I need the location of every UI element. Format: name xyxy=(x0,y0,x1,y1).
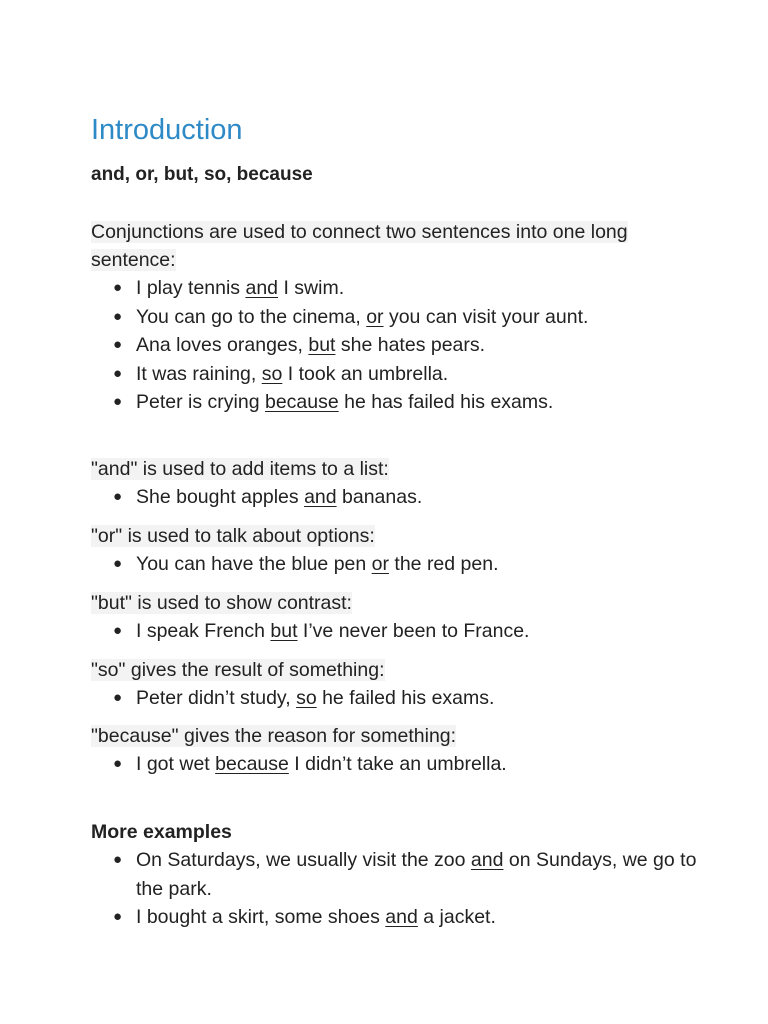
conjunction: or xyxy=(366,305,384,328)
conjunction: and xyxy=(304,486,337,508)
rule-because xyxy=(91,722,711,779)
rule-heading-text: "and" is used to add items to a list: xyxy=(91,458,389,480)
list-item xyxy=(91,846,711,903)
conjunction: and xyxy=(470,849,504,871)
list-item xyxy=(91,331,711,360)
example-pre: I bought a skirt, some shoes xyxy=(136,906,386,928)
list-item xyxy=(91,617,711,646)
example-post: I didn’t take an umbrella. xyxy=(288,753,507,775)
list-item xyxy=(91,550,711,579)
intro-paragraph xyxy=(91,218,711,274)
list-item xyxy=(91,684,711,713)
example-pre: It was raining, xyxy=(136,362,262,385)
example-post: he failed his exams. xyxy=(316,687,495,709)
list-item xyxy=(91,483,711,512)
rule-heading-text: "because" gives the reason for something: xyxy=(91,725,457,747)
rule-examples xyxy=(91,550,711,579)
example-pre: Ana loves oranges, xyxy=(136,334,309,356)
more-examples-section xyxy=(91,818,711,932)
bullet: ● xyxy=(113,555,123,572)
rule-heading-text: "but" is used to show contrast: xyxy=(91,592,352,614)
intro-text: Conjunctions are used to connect two sentences into one long sentence: xyxy=(91,221,628,271)
conjunction: and xyxy=(385,906,418,928)
example-post: I swim. xyxy=(278,277,345,299)
rule-examples xyxy=(91,617,711,646)
conjunction: or xyxy=(371,553,389,575)
example-pre: Peter is crying xyxy=(136,391,265,413)
list-item xyxy=(91,274,711,303)
list-item xyxy=(91,360,711,389)
list-item xyxy=(91,303,711,332)
intro-section xyxy=(91,218,711,417)
example-pre: On Saturdays, we usually visit the zoo xyxy=(136,849,471,871)
example-post: a jacket. xyxy=(417,906,496,928)
example-post: bananas. xyxy=(336,486,423,508)
rule-heading xyxy=(91,455,711,483)
bullet: ● xyxy=(113,488,123,505)
rule-heading xyxy=(91,722,711,750)
bullet: ● xyxy=(113,307,123,325)
rule-and xyxy=(91,455,711,512)
rule-but xyxy=(91,589,711,646)
rule-heading-text: "so" gives the result of something: xyxy=(91,659,385,681)
more-examples-list xyxy=(91,846,711,932)
rule-so xyxy=(91,656,711,713)
list-item xyxy=(91,388,711,417)
example-post: she hates pears. xyxy=(335,334,486,356)
conjunction: because xyxy=(264,391,339,413)
bullet: ● xyxy=(113,393,123,410)
bullet: ● xyxy=(113,279,123,296)
example-post: he has failed his exams. xyxy=(338,391,554,413)
bullet: ● xyxy=(113,689,123,706)
example-post: on Sundays, we go to the park. xyxy=(136,849,697,900)
rule-or xyxy=(91,522,711,579)
bullet: ● xyxy=(113,336,123,353)
rule-heading xyxy=(91,589,711,617)
conjunction: but xyxy=(270,620,298,642)
rule-examples xyxy=(91,750,711,779)
bullet: ● xyxy=(113,851,123,868)
example-post: the red pen. xyxy=(389,553,499,575)
rule-heading-text: "or" is used to talk about options: xyxy=(91,525,375,547)
list-item xyxy=(91,903,711,932)
example-pre: Peter didn’t study, xyxy=(136,687,297,709)
example-pre: I speak French xyxy=(136,620,271,642)
conjunction: so xyxy=(261,362,283,385)
bullet: ● xyxy=(113,364,123,382)
rule-examples xyxy=(91,483,711,512)
more-examples-heading: More examples xyxy=(91,821,232,843)
bullet: ● xyxy=(113,755,123,772)
example-post: I took an umbrella. xyxy=(282,362,449,385)
rule-heading xyxy=(91,522,711,550)
examples-list xyxy=(91,274,711,417)
example-pre: I play tennis xyxy=(136,277,246,299)
conjunction: but xyxy=(308,334,336,356)
conjunction: so xyxy=(296,687,317,709)
example-pre: You can go to the cinema, xyxy=(136,305,367,328)
page-title: Introduction xyxy=(91,114,243,146)
example-pre: You can have the blue pen xyxy=(136,553,372,575)
example-post: you can visit your aunt. xyxy=(383,305,589,328)
conjunction: and xyxy=(245,277,279,299)
example-pre: She bought apples xyxy=(136,486,305,508)
example-post: I’ve never been to France. xyxy=(297,620,530,642)
example-pre: I got wet xyxy=(136,753,216,775)
bullet: ● xyxy=(113,622,123,639)
rule-heading xyxy=(91,656,711,684)
conjunction: because xyxy=(215,753,289,775)
bullet: ● xyxy=(113,908,123,925)
rule-examples xyxy=(91,684,711,713)
subtitle: and, or, but, so, because xyxy=(91,164,313,185)
list-item xyxy=(91,750,711,779)
